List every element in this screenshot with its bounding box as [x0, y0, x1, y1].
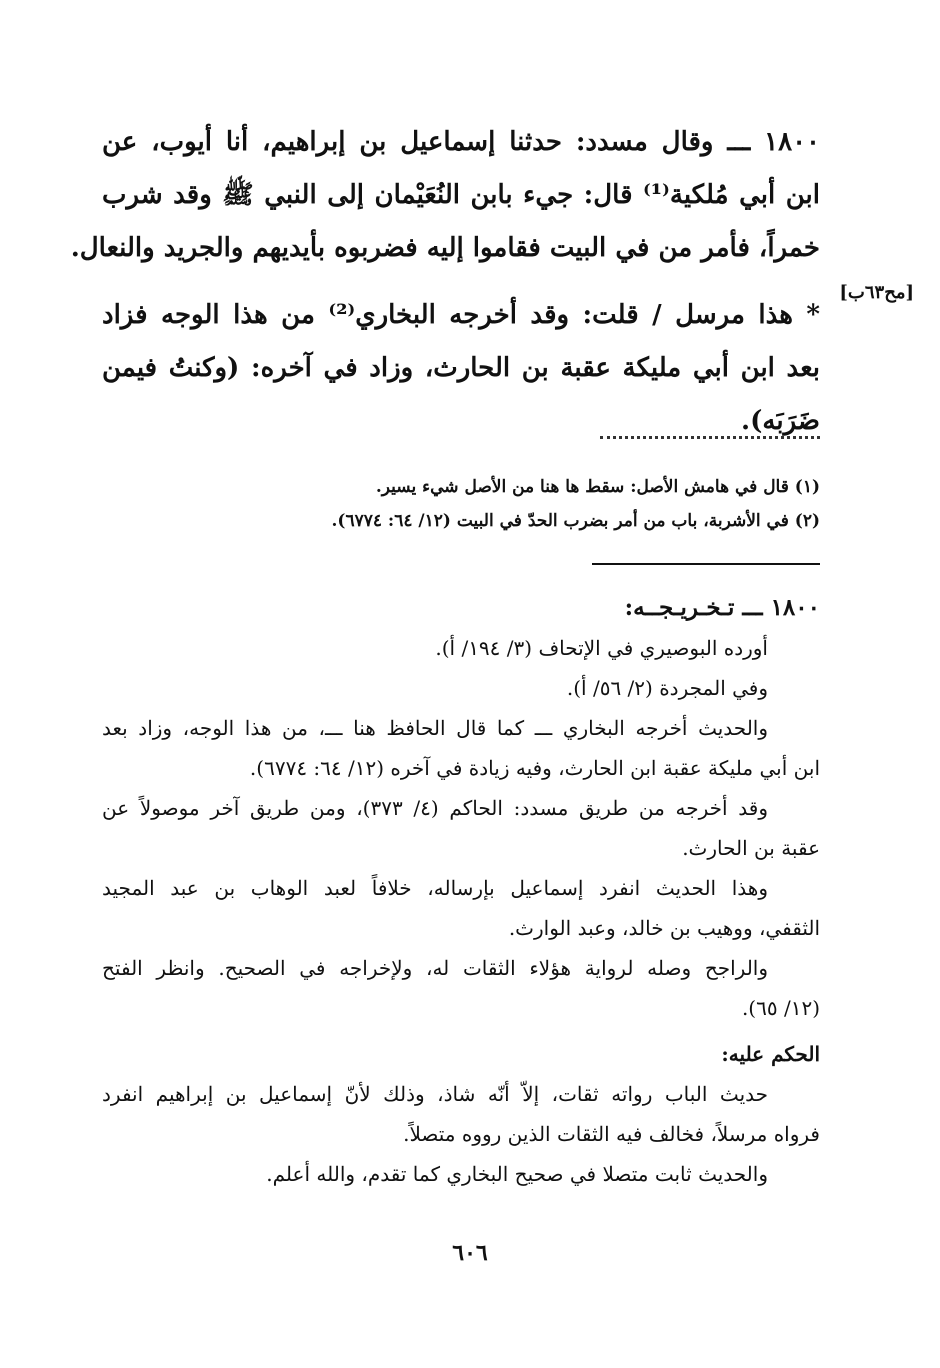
takhrij-line: (١٢/ ٦٥). — [741, 996, 820, 1020]
hukm-line: فرواه مرسلاً، فخالف فيه الثقات الذين رووه متصلاً. — [403, 1122, 820, 1146]
takhrij-line: أورده البوصيري في الإتحاف (٣/ ١٩٤/ أ). — [435, 636, 768, 660]
footnote-dotted-separator — [600, 436, 820, 439]
paragraph-gap — [102, 275, 820, 289]
footnote-1: (١) قال في هامش الأصل: سقط ها هنا من الأصل شيء يسير. — [375, 477, 820, 497]
hukm-title: الحكم عليه: — [721, 1042, 820, 1066]
takhrij-title: ١٨٠٠ ـــ تـخـريـجــه: — [624, 594, 820, 621]
footnote-2: (٢) في الأشربة، باب من أمر بضرب الحدّ في البيت (١٢/ ٦٤: ٦٧٧٤). — [331, 511, 820, 531]
footnotes-block — [102, 470, 820, 538]
hadith-text-block — [70, 116, 820, 448]
comment-line: * هذا مرسل / قلت: وقد أخرجه البخاري⁽²⁾ من هذا الوجه فزاد — [102, 300, 820, 330]
takhrij-line: وقد أخرجه من طريق مسدد: الحاكم (٤/ ٣٧٣)، ومن طريق آخر موصولاً عن — [102, 796, 768, 820]
section-divider-line — [592, 563, 820, 565]
hadith-line: ١٨٠٠ ـــ وقال مسدد: حدثنا إسماعيل بن إبراهيم، أنا أيوب، عن — [102, 127, 820, 157]
takhrij-line: ابن أبي مليكة عقبة ابن الحارث، وفيه زيادة في آخره (١٢/ ٦٤: ٦٧٧٤). — [249, 756, 820, 780]
takhrij-line: الثقفي، ووهيب بن خالد، وعبد الوارث. — [508, 916, 820, 940]
hukm-line: حديث الباب رواته ثقات، إلاّ أنّه شاذ، وذلك لأنّ إسماعيل بن إبراهيم انفرد — [102, 1082, 768, 1106]
hukm-line: والحديث ثابت متصلا في صحيح البخاري كما تقدم، والله أعلم. — [266, 1162, 768, 1186]
takhrij-line: وفي المجردة (٢/ ٥٦/ أ). — [566, 676, 768, 700]
page-number: ٦٠٦ — [452, 1240, 488, 1266]
takhrij-section — [102, 588, 820, 1194]
takhrij-line: والحديث أخرجه البخاري ـــ كما قال الحافظ هنا ـــ، من هذا الوجه، وزاد بعد — [102, 716, 768, 740]
hadith-line: خمراً، فأمر من في البيت فقاموا إليه فضربوه بأيديهم والجريد والنعال. — [70, 233, 820, 263]
manuscript-margin-reference: [مح٦٣ب] — [839, 282, 914, 303]
takhrij-line: والراجح وصله لرواية هؤلاء الثقات له، ولإخراجه في الصحيح. وانظر الفتح — [102, 956, 768, 980]
comment-line: بعد ابن أبي مليكة عقبة بن الحارث، وزاد في آخره: (وكنتُ فيمن — [102, 353, 820, 383]
hadith-line: ابن أبي مُلكية⁽¹⁾ قال: جيء بابن النُعَيْمان إلى النبي ﷺ وقد شرب — [102, 180, 820, 210]
comment-line: ضَرَبَه). — [741, 406, 820, 436]
takhrij-line: وهذا الحديث انفرد إسماعيل بإرساله، خلافاً لعبد الوهاب بن عبد المجيد — [102, 876, 768, 900]
takhrij-line: عقبة بن الحارث. — [682, 836, 820, 860]
